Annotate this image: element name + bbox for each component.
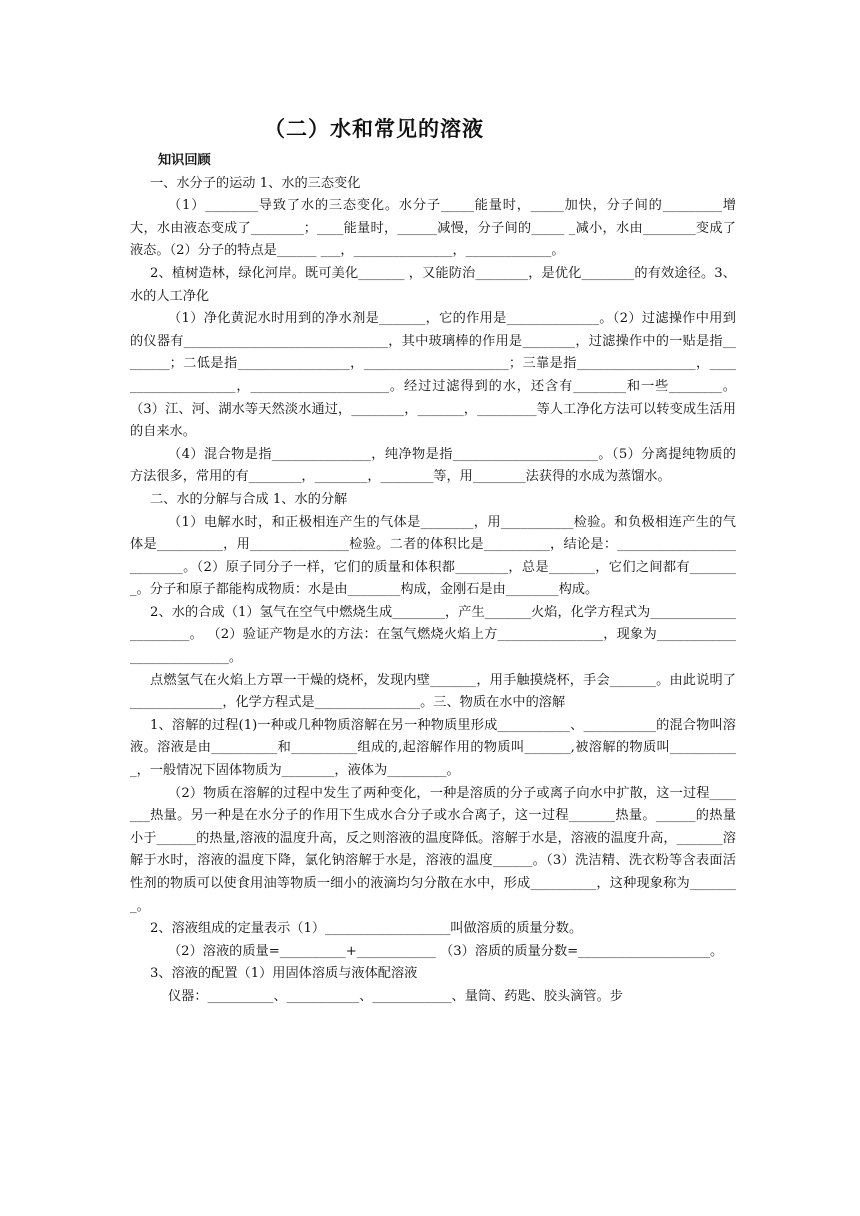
paragraph: 点燃氢气在火焰上方罩一干燥的烧杯，发现内壁_______，用手触摸烧杯，手会_______。由此说明了______________，化学方程式是________________。三、物质在水中的溶解 <box>130 672 736 711</box>
paragraph: 仪器：__________、___________、____________、量筒、药匙、胶头滴管。步 <box>168 988 623 1004</box>
paragraph: 二、水的分解与合成 1、水的分解 <box>150 491 348 507</box>
paragraph: 2、植树造林，绿化河岸。既可美化_______ ，又能防治________，是优化________的有效途径。3、水的人工净化 <box>130 265 736 304</box>
paragraph: 2、水的合成（1）氢气在空气中燃烧生成________，产生_______火焰，化学方程式为______________________。 （2）验证产物是水的方法：在氢气燃烧火焰上方________________，现象为___________________________。 <box>130 604 736 666</box>
document-title: （二）水和常见的溶液 <box>264 117 484 141</box>
paragraph: （1）________导致了水的三态变化。水分子_____能量时，_____加快，分子间的_________增大，水由液态变成了________；____能量时，______减慢，分子间的_____ _减小，水由________变成了液态。（2）分子的特点是______ ___，_______________，_____________。 <box>130 198 736 259</box>
section-heading: 知识回顾 <box>158 153 211 168</box>
paragraph: （1）电解水时，和正极相连产生的气体是________，用___________检验。和负极相连产生的气体是__________，用_______________检验。二者的体积比是__________，结论是：__________________________。（2）原子同分子一样，它们的质量和体积都________，总是_______，它们之间都有________。分子和原子都能构成物质：水是由________构成，金刚石是由________构成。 <box>130 514 736 598</box>
paragraph: （2）溶液的质量=__________+____________ （3）溶质的质量分数=____________________。 <box>168 943 724 959</box>
document-body <box>130 150 736 1009</box>
paragraph: 3、溶液的配置（1）用固体溶质与液体配溶液 <box>150 966 418 982</box>
paragraph: 2、溶液组成的定量表示（1）___________________叫做溶质的质量分数。 <box>150 921 583 937</box>
paragraph: （1）净化黄泥水时用到的净水剂是_______，它的作用是______________。（2）过滤操作中用到的仪器有_______________________________，其中玻璃棒的作用是________，过滤操作中的一贴是指________；二低是指_________________，______________________；三靠是指__________________，____________________，_____________________。经过过滤得到的水，还含有________和一些________。（3）江、河、湖水等天然淡水通过，________，_______，_________等人工净化方法可以转变成生活用的自来水。 <box>130 311 736 440</box>
paragraph: （4）混合物是指_______________，纯净物是指______________________。（5）分离提纯物质的方法很多，常用的有________，________，________等，用________法获得的水成为蒸馏水。 <box>130 446 736 485</box>
paragraph: 1、溶解的过程(1)一种或几种物质溶解在另一种物质里形成___________、___________的混合物叫溶液。溶液是由__________和__________组成的,起溶解作用的物质叫_______,被溶解的物质叫___________，一般情况下固体物质为________，液体为_________。 <box>130 717 736 779</box>
paragraph: 一、水分子的运动 1、水的三态变化 <box>150 175 361 191</box>
paragraph: （2）物质在溶解的过程中发生了两种变化，一种是溶质的分子或离子向水中扩散，这一过程_______热量。另一种是在水分子的作用下生成水合分子或水合离子，这一过程_______热量。______的热量小于______的热量,溶液的温度升高，反之则溶液的温度降低。溶解于水是，溶液的温度升高，_______溶解于水时，溶液的温度下降，氯化钠溶解于水是，溶液的温度______。（3）洗洁精、洗衣粉等含表面活性剂的物质可以使食用油等物质一细小的液滴均匀分散在水中，形成__________，这种现象称为________。 <box>130 785 736 914</box>
